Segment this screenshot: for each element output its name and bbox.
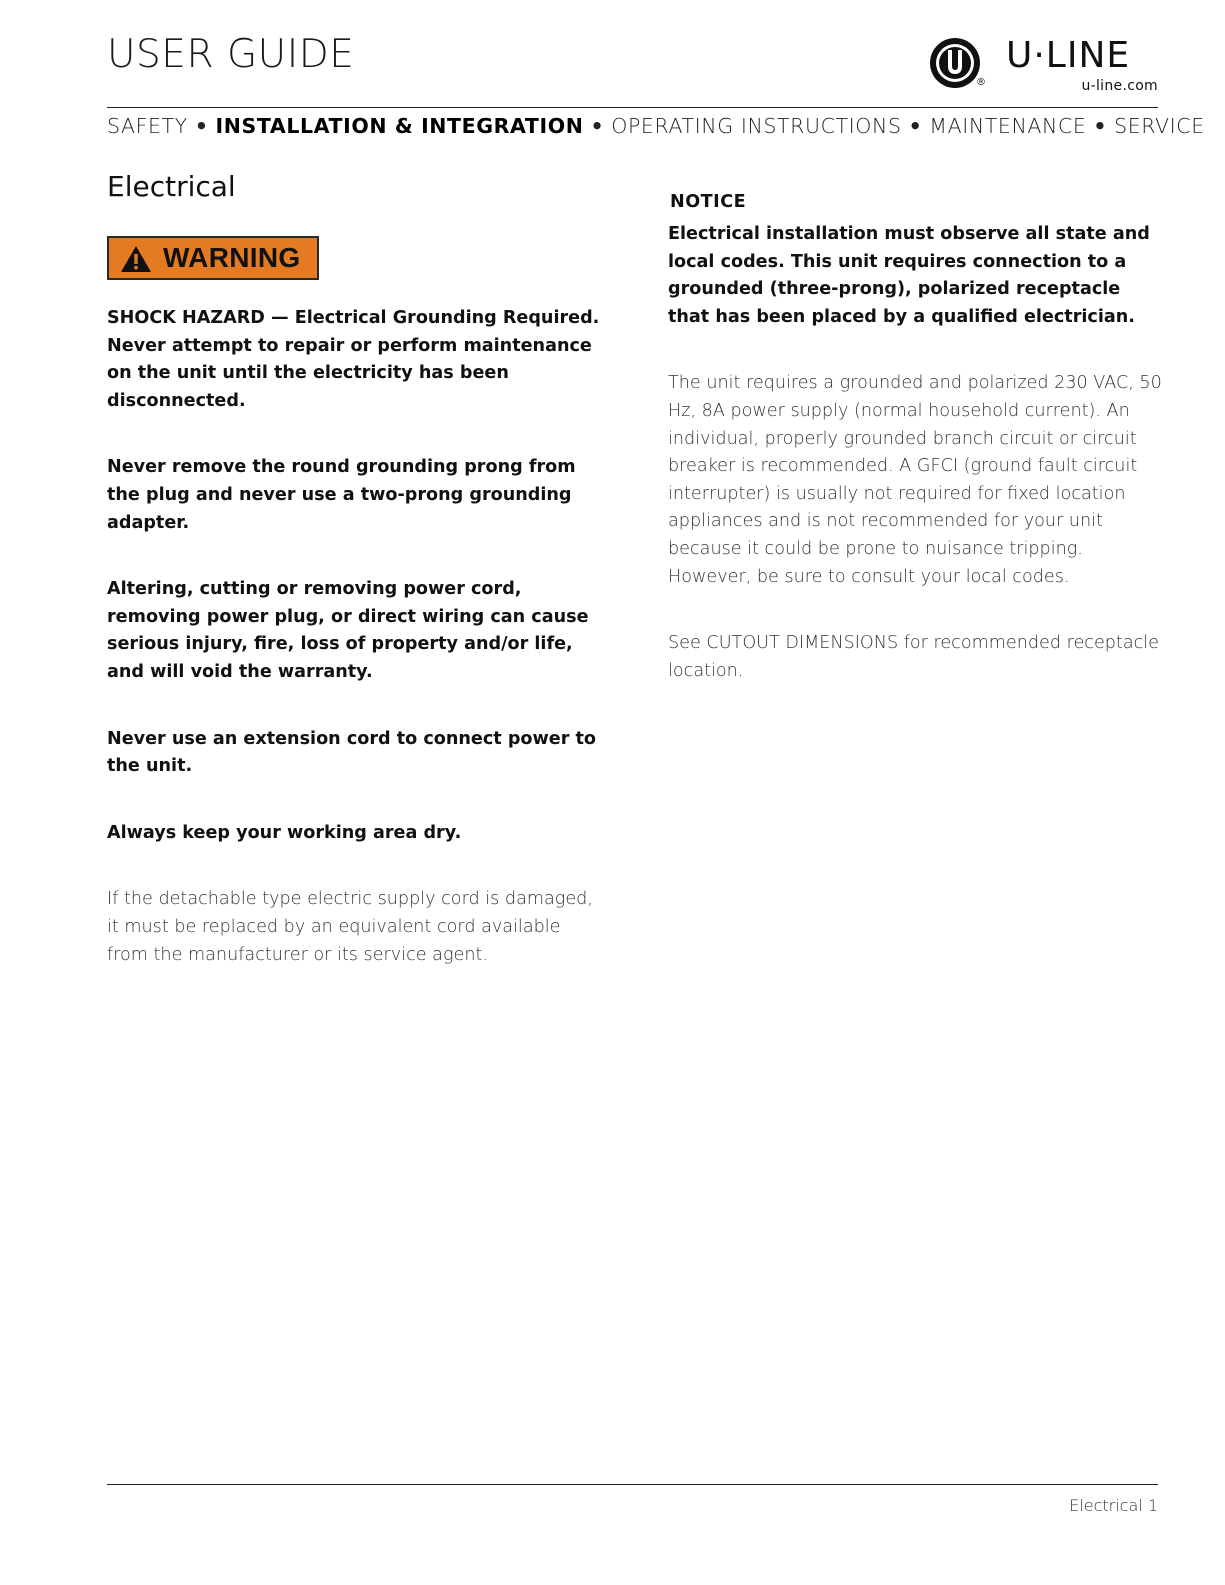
notice-label: NOTICE [670,192,747,212]
logo-url[interactable]: u-line.com [1081,78,1158,94]
nav-separator: • [908,114,923,138]
nav-item-safety[interactable]: SAFETY [107,114,188,138]
supply-cord-note: If the detachable type electric supply cord is damaged, it must be replaced by an equivalent cord available from the manufacturer or its service agent. [107,889,593,965]
nav-item-service[interactable]: SERVICE [1114,114,1205,138]
nav-item-maintenance[interactable]: MAINTENANCE [929,114,1087,138]
notice-text: Electrical installation must observe all state and local codes. This unit requires connection to a grounded (three-prong), polarized receptacle that has been placed by a qualified electrician. [668,224,1150,327]
cutout-reference-paragraph: See CUTOUT DIMENSIONS for recommended receptacle location. [668,633,1160,681]
warning-triangle-icon [120,245,152,273]
nav-separator: • [194,114,209,138]
u-line-logo[interactable] [928,34,1162,96]
nav-separator: • [590,114,605,138]
warning-paragraph: Always keep your working area dry. [107,822,462,843]
u-line-logo-icon [928,36,982,90]
page-footer-label: Electrical 1 [1069,1496,1158,1515]
footer-divider [107,1484,1158,1485]
warning-paragraph: Never remove the round grounding prong from the plug and never use a two-prong grounding adapter. [107,457,576,533]
nav-separator: • [1093,114,1108,138]
warning-content [107,305,603,1008]
power-requirements-paragraph: The unit requires a grounded and polarized 230 VAC, 50 Hz, 8A power supply (normal household current). An individual, properly grounded branch circuit or circuit breaker is recommended. A GFCI (ground fault circuit interrupter) is usually not required for fixed location appliances and is not recommended for your unit because it could be prone to nuisance tripping. However, be sure to consult your local codes. [668,373,1162,587]
section-nav [107,114,1205,138]
warning-paragraph: Never use an extension cord to connect power to the unit. [107,728,596,777]
warning-paragraph: Altering, cutting or removing power cord, removing power plug, or direct wiring can cause serious injury, fire, loss of property and/or life, and will void the warranty. [107,579,589,682]
notice-content [668,192,1163,724]
section-title: Electrical [107,170,236,203]
warning-paragraph: SHOCK HAZARD — Electrical Grounding Required. Never attempt to repair or perform maintenance on the unit until the electricity has been disconnected. [107,308,600,411]
nav-item-operating[interactable]: OPERATING INSTRUCTIONS [611,114,902,138]
warning-badge [107,236,319,280]
page-title: USER GUIDE [107,32,355,77]
header-divider [107,107,1158,108]
nav-item-installation[interactable]: INSTALLATION & INTEGRATION [215,114,584,138]
warning-label: WARNING [163,242,301,273]
registered-mark: ® [976,77,986,88]
logo-wordmark: U·LINE [1006,35,1131,76]
